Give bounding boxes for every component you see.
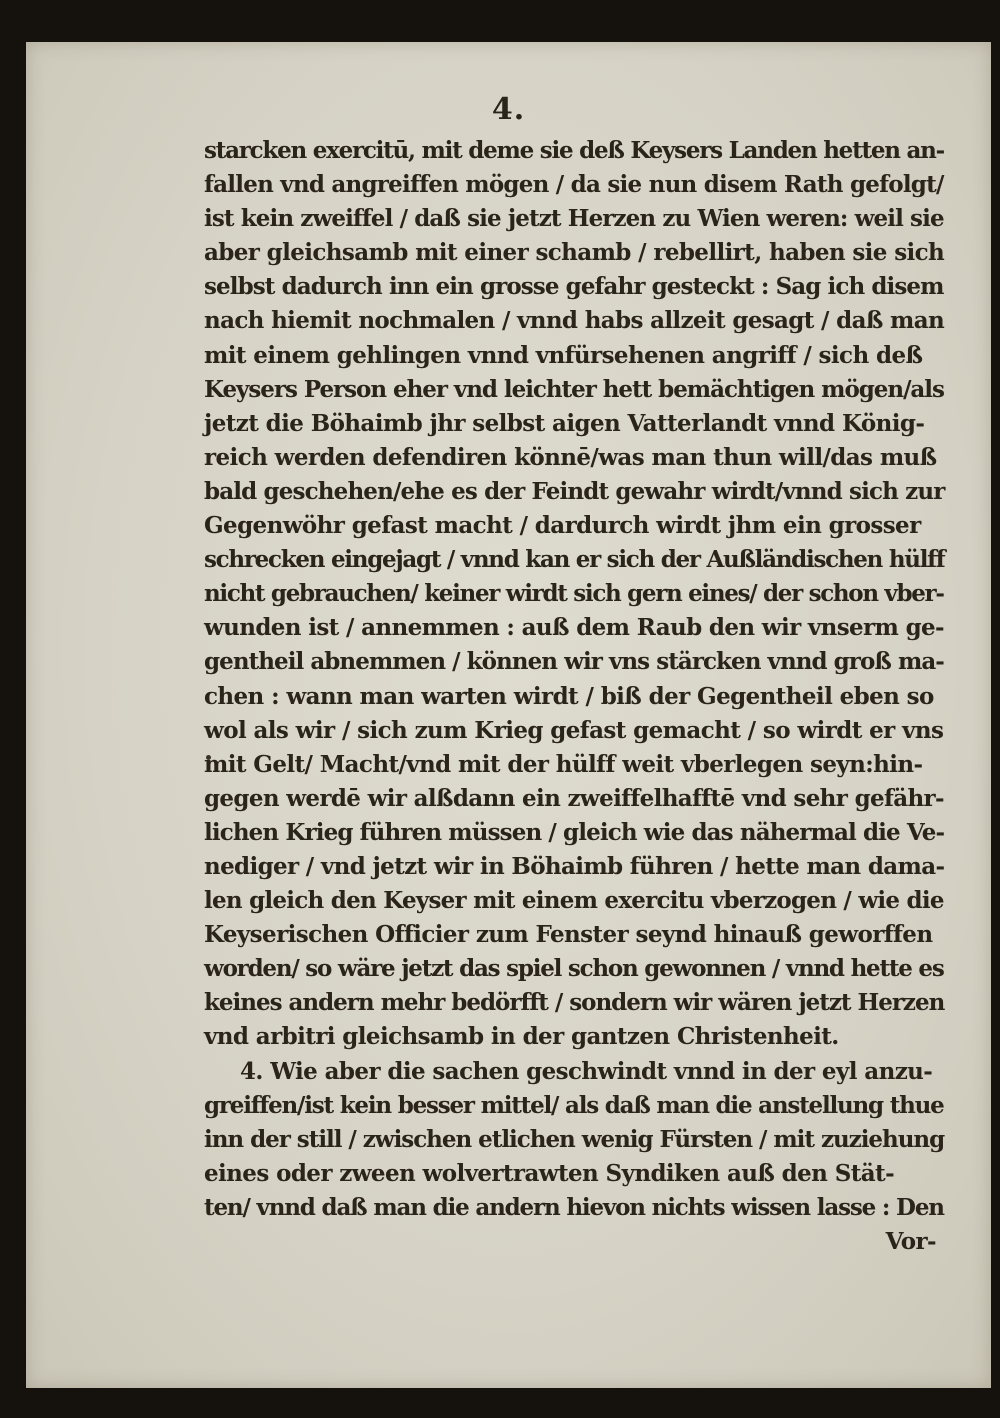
text-line: nediger / vnd jetzt wir in Böhaimb führen / hette man dama- xyxy=(204,852,945,880)
text-line: bald geschehen/ehe es der Feindt gewahr wirdt/vnnd sich zur xyxy=(204,477,945,505)
text-line: ist kein zweiffel / daß sie jetzt Herzen zu Wien weren: weil sie xyxy=(204,205,944,233)
text-line: nach hiemit nochmalen / vnnd habs allzeit gesagt / daß man xyxy=(204,307,945,335)
text-line: vnd arbitri gleichsamb in der gantzen Christenheit. xyxy=(204,1023,839,1051)
text-line: nicht gebrauchen/ keiner wirdt sich gern eines/ der schon vber- xyxy=(204,580,944,608)
text-line: wunden ist / annemmen : auß dem Raub den wir vnserm ge- xyxy=(204,614,944,642)
text-line: fallen vnd angreiffen mögen / da sie nun disem Rath gefolgt/ xyxy=(204,171,944,199)
text-line: starcken exercitū, mit deme sie deß Keysers Landen hetten an- xyxy=(204,137,944,164)
text-line: jetzt die Böhaimb jhr selbst aigen Vatterlandt vnnd König- xyxy=(204,409,925,437)
text-line: selbst dadurch inn ein grosse gefahr gesteckt : Sag ich disem xyxy=(204,273,944,301)
section-start-line: 4. Wie aber die sachen geschwindt vnnd in der eyl anzu- xyxy=(240,1057,933,1085)
text-line: Keyserischen Officier zum Fenster seynd hinauß geworffen xyxy=(204,921,933,949)
text-line: keines andern mehr bedörfft / sondern wir wären jetzt Herzen xyxy=(204,989,945,1017)
text-line: chen : wann man warten wirdt / biß der Gegentheil eben so xyxy=(204,682,934,710)
text-line: lichen Krieg führen müssen / gleich wie das nähermal die Ve- xyxy=(204,818,945,846)
text-line: wol als wir / sich zum Krieg gefast gemacht / so wirdt er vns xyxy=(204,716,944,744)
text-line: aber gleichsamb mit einer schamb / rebellirt, haben sie sich xyxy=(204,239,945,267)
body-text xyxy=(204,134,944,1259)
document-page xyxy=(26,42,991,1388)
text-line: schrecken eingejagt / vnnd kan er sich der Außländischen hülff xyxy=(204,546,945,574)
text-line: mit Gelt/ Macht/vnd mit der hülff weit vberlegen seyn:hin- xyxy=(204,750,923,778)
page-number: 4. xyxy=(491,92,526,127)
text-line: mit einem gehlingen vnnd vnfürsehenen angriff / sich deß xyxy=(204,341,923,369)
text-line: eines oder zween wolvertrawten Syndiken auß den Stät- xyxy=(204,1159,895,1187)
catchword: Vor- xyxy=(885,1228,936,1255)
text-line: inn der still / zwischen etlichen wenig Fürsten / mit zuziehung xyxy=(204,1125,945,1153)
text-line: gentheil abnemmen / können wir vns stärcken vnnd groß ma- xyxy=(204,648,944,676)
text-line: ten/ vnnd daß man die andern hievon nichts wissen lasse : Den xyxy=(204,1193,944,1221)
text-line: Gegenwöhr gefast macht / dardurch wirdt jhm ein grosser xyxy=(204,512,921,540)
text-line: Keysers Person eher vnd leichter hett bemächtigen mögen/als xyxy=(204,375,944,403)
text-line: gegen werdē wir alßdann ein zweiffelhafftē vnd sehr gefähr- xyxy=(204,784,944,812)
text-line: worden/ so wäre jetzt das spiel schon gewonnen / vnnd hette es xyxy=(204,955,944,983)
text-line: reich werden defendiren könnē/was man thun will/das muß xyxy=(204,443,937,471)
text-line: len gleich den Keyser mit einem exercitu vberzogen / wie die xyxy=(204,887,944,915)
text-line: greiffen/ist kein besser mittel/ als daß man die anstellung thue xyxy=(204,1091,944,1119)
